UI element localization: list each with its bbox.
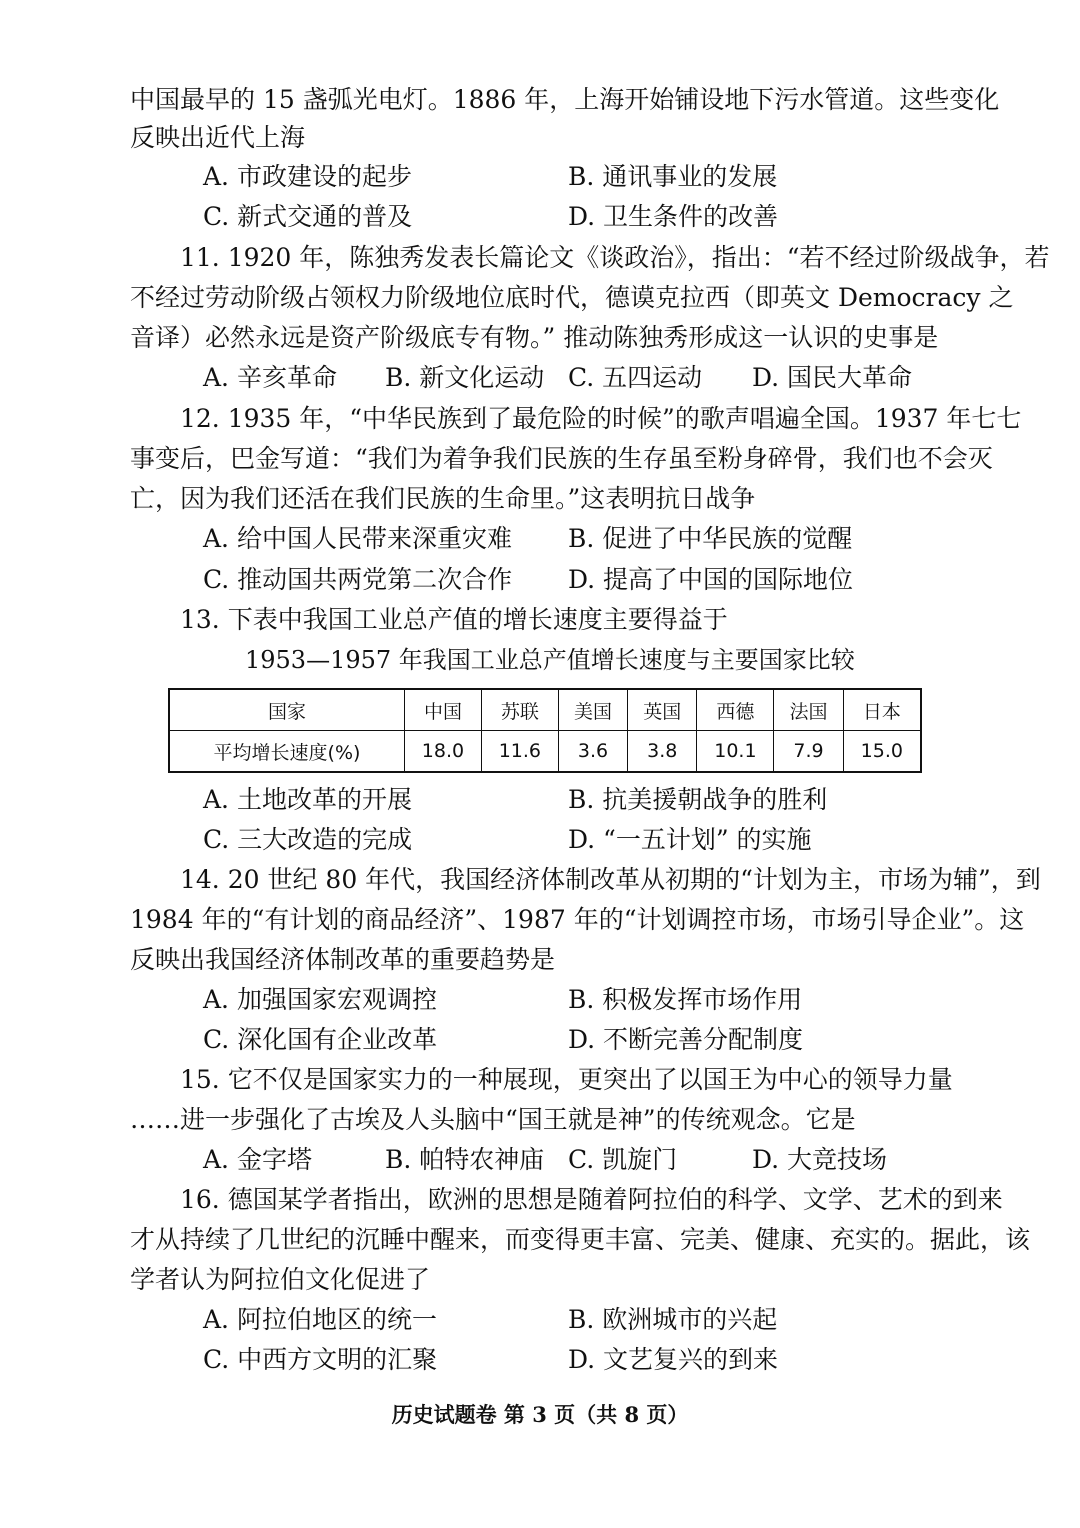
q11-option-d: D. 国民大革命 [752,363,913,392]
table-cell: 3.8 [628,731,697,773]
page-footer: 历史试题卷 第 3 页（共 8 页） [391,1402,689,1427]
q16-option-c: C. 中西方文明的汇聚 [203,1345,438,1374]
q14-stem-line-3: 反映出我国经济体制改革的重要趋势是 [130,945,556,974]
q12-option-d: D. 提高了中国的国际地位 [568,565,854,594]
growth-rate-table [168,688,922,773]
q11-option-a: A. 辛亥革命 [203,363,337,392]
q13-table-caption: 1953—1957 年我国工业总产值增长速度与主要国家比较 [245,646,855,674]
table-cell: 7.9 [774,731,843,773]
table-header-cell: 苏联 [481,689,558,731]
q12-option-b: B. 促进了中华民族的觉醒 [568,524,853,553]
table-header-cell: 美国 [558,689,627,731]
q11-stem-line-3: 音译）必然永远是资产阶级底专有物。” 推动陈独秀形成这一认识的史事是 [130,323,939,352]
q12-stem-line-2: 事变后，巴金写道：“我们为着争我们民族的生存虽至粉身碎骨，我们也不会灭 [130,444,993,473]
q14-option-a: A. 加强国家宏观调控 [203,985,437,1014]
q16-stem-line-2: 才从持续了几世纪的沉睡中醒来，而变得更丰富、完美、健康、充实的。据此，该 [130,1225,1031,1254]
q14-option-d: D. 不断完善分配制度 [568,1025,804,1054]
q15-stem-line-2: ……进一步强化了古埃及人头脑中“国王就是神”的传统观念。它是 [130,1105,856,1134]
q10-option-a: A. 市政建设的起步 [203,162,412,191]
table-header-cell: 法国 [774,689,843,731]
q11-option-b: B. 新文化运动 [385,363,545,392]
q14-stem-line-2: 1984 年的“有计划的商品经济”、1987 年的“计划调控市场，市场引导企业”。这 [130,905,1025,934]
q12-stem-line-3: 亡，因为我们还活在我们民族的生命里。”这表明抗日战争 [130,484,756,513]
q16-stem-line-3: 学者认为阿拉伯文化促进了 [130,1265,431,1294]
q13-option-d: D. “一五计划” 的实施 [568,825,812,854]
q14-option-b: B. 积极发挥市场作用 [568,985,803,1014]
q12-stem-line-1: 12. 1935 年，“中华民族到了最危险的时候”的歌声唱遍全国。1937 年七七 [180,404,1022,433]
q16-stem-line-1: 16. 德国某学者指出，欧洲的思想是随着阿拉伯的科学、文学、艺术的到来 [180,1185,1003,1214]
q14-option-c: C. 深化国有企业改革 [203,1025,438,1054]
q10-stem-line-2: 反映出近代上海 [130,123,306,152]
q15-option-a: A. 金字塔 [203,1145,312,1174]
table-header-cell: 中国 [405,689,482,731]
table-header-row [169,689,921,731]
table-cell: 11.6 [481,731,558,773]
q13-stem-line-1: 13. 下表中我国工业总产值的增长速度主要得益于 [180,605,728,634]
table-cell: 15.0 [843,731,921,773]
q13-option-c: C. 三大改造的完成 [203,825,413,854]
table-cell: 平均增长速度(%) [169,731,405,773]
table-cell: 3.6 [558,731,627,773]
q16-option-a: A. 阿拉伯地区的统一 [203,1305,437,1334]
q10-option-b: B. 通讯事业的发展 [568,162,778,191]
q15-option-d: D. 大竞技场 [752,1145,888,1174]
table-row [169,731,921,773]
table-cell: 10.1 [697,731,774,773]
q10-option-d: D. 卫生条件的改善 [568,202,779,231]
q16-option-b: B. 欧洲城市的兴起 [568,1305,778,1334]
q12-option-a: A. 给中国人民带来深重灾难 [203,524,512,553]
q13-option-a: A. 土地改革的开展 [203,785,412,814]
q11-option-c: C. 五四运动 [568,363,703,392]
q11-stem-line-1: 11. 1920 年，陈独秀发表长篇论文《谈政治》，指出：“若不经过阶级战争，若 [180,243,1050,272]
table-cell: 18.0 [405,731,482,773]
q15-option-b: B. 帕特农神庙 [385,1145,545,1174]
q16-option-d: D. 文艺复兴的到来 [568,1345,779,1374]
table-header-cell: 英国 [628,689,697,731]
q10-stem-line-1: 中国最早的 15 盏弧光电灯。1886 年，上海开始铺设地下污水管道。这些变化 [130,85,1000,114]
q15-stem-line-1: 15. 它不仅是国家实力的一种展现，更突出了以国王为中心的领导力量 [180,1065,953,1094]
q13-option-b: B. 抗美援朝战争的胜利 [568,785,828,814]
table-header-cell: 日本 [843,689,921,731]
q12-option-c: C. 推动国共两党第二次合作 [203,565,513,594]
q11-stem-line-2: 不经过劳动阶级占领权力阶级地位底时代，德谟克拉西（即英文 Democracy 之 [130,283,1014,312]
q15-option-c: C. 凯旋门 [568,1145,678,1174]
table-header-cell: 西德 [697,689,774,731]
table-header-cell: 国家 [169,689,405,731]
q10-option-c: C. 新式交通的普及 [203,202,413,231]
q14-stem-line-1: 14. 20 世纪 80 年代，我国经济体制改革从初期的“计划为主，市场为辅”，到 [180,865,1041,894]
